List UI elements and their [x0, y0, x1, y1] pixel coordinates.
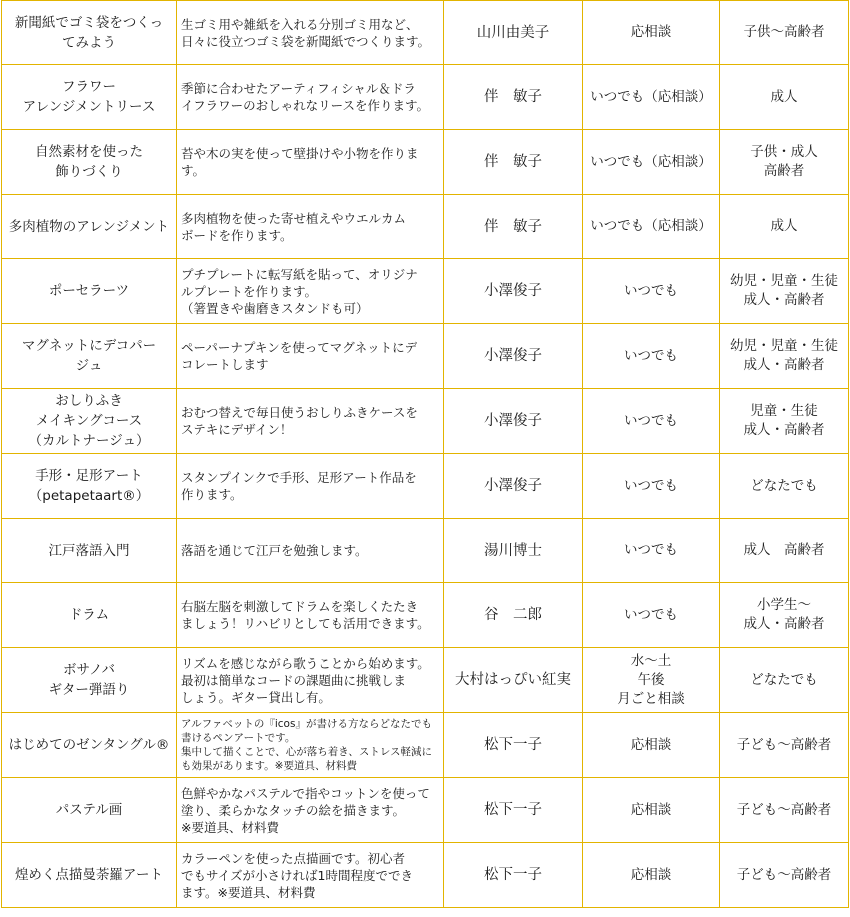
instructor-name: 伴 敏子 — [444, 65, 583, 130]
course-description-line: 多肉植物を使った寄せ植えやウエルカム — [181, 210, 407, 226]
course-table-body — [2, 1, 849, 908]
course-description-line: 塗り、柔らかなタッチの絵を描きます。 — [181, 802, 406, 818]
course-description-line: イフラワーのおしゃれなリースを作ります。 — [181, 98, 430, 113]
course-description — [177, 454, 444, 519]
target-audience-line: 幼児・児童・生徒 — [730, 273, 838, 289]
schedule-line: 応相談 — [630, 801, 672, 818]
course-title-line: 江戸落語入門 — [48, 542, 130, 559]
table-row — [2, 1, 849, 65]
course-title — [2, 713, 177, 778]
target-audience — [720, 713, 849, 778]
schedule — [583, 259, 720, 324]
schedule-line: いつでも — [624, 347, 678, 364]
course-description-line: 作ります。 — [181, 487, 243, 502]
schedule-line: 応相談 — [630, 24, 672, 40]
table-row — [2, 843, 849, 908]
schedule-line: いつでも — [624, 412, 678, 429]
schedule — [583, 324, 720, 389]
course-title-line: ギター弾語り — [48, 682, 130, 698]
target-audience-line: 子供・成人 — [750, 144, 818, 160]
target-audience — [720, 259, 849, 324]
course-description-line: 最初は簡単なコードの課題曲に挑戦しま — [181, 672, 407, 688]
course-title-line: おしりふき — [55, 393, 123, 409]
target-audience-line: 高齢者 — [763, 163, 805, 179]
course-title — [2, 130, 177, 195]
course-description-line: 右脳左脳を刺激してドラムを楽しくたたき — [181, 599, 419, 614]
course-title — [2, 259, 177, 324]
course-description-line: ステキにデザイン！ — [181, 422, 293, 437]
target-audience — [720, 65, 849, 130]
course-description-line: ます。※要道具、材料費 — [181, 884, 316, 900]
target-audience — [720, 843, 849, 908]
instructor-name: 伴 敏子 — [444, 195, 583, 259]
target-audience — [720, 648, 849, 713]
target-audience — [720, 389, 849, 454]
table-row — [2, 713, 849, 778]
course-title-line: 多肉植物のアレンジメント — [8, 218, 170, 235]
course-description-line: も効果があります。※要道具、材料費 — [181, 760, 357, 772]
course-description-line: す。 — [181, 163, 206, 178]
target-audience-line: どなたでも — [750, 477, 818, 494]
instructor-name: 小澤俊子 — [444, 389, 583, 454]
schedule-line: いつでも — [624, 542, 678, 558]
course-description-line: アルファベットの『icos』が書ける方ならどなたでも — [181, 718, 432, 730]
course-description-line: 季節に合わせたアーティフィシャル＆ドラ — [181, 81, 416, 96]
course-title-line: ボサノバ — [63, 662, 115, 678]
schedule — [583, 583, 720, 648]
course-title — [2, 454, 177, 519]
target-audience — [720, 1, 849, 65]
course-description-line: 書けるペンアートです。 — [181, 732, 296, 744]
instructor-name: 松下一子 — [444, 778, 583, 843]
course-description-line: おむつ替えで毎日使うおしりふきケースを — [181, 405, 418, 420]
course-description — [177, 65, 444, 130]
target-audience — [720, 454, 849, 519]
instructor-name: 小澤俊子 — [444, 259, 583, 324]
course-description — [177, 389, 444, 454]
course-description — [177, 583, 444, 648]
target-audience — [720, 778, 849, 843]
target-audience-line: 成人 高齢者 — [743, 542, 825, 558]
target-audience — [720, 130, 849, 195]
course-description-line: コレートします — [181, 357, 269, 372]
schedule-line: 水～土 — [630, 652, 672, 669]
schedule — [583, 65, 720, 130]
instructor-name: 松下一子 — [444, 713, 583, 778]
target-audience-line: 成人・高齢者 — [743, 616, 825, 632]
course-title — [2, 583, 177, 648]
schedule — [583, 130, 720, 195]
course-description-line: ルプレートを作ります。 — [181, 283, 318, 299]
course-description-line: 色鮮やかなパステルで指やコットンを使って — [181, 785, 430, 801]
course-description-line: ペーパーナプキンを使ってマグネットにデ — [181, 340, 418, 355]
instructor-name: 小澤俊子 — [444, 324, 583, 389]
schedule — [583, 519, 720, 583]
table-row — [2, 454, 849, 519]
course-title-line: てみよう — [62, 34, 116, 51]
course-description — [177, 519, 444, 583]
course-description — [177, 324, 444, 389]
course-title-line: 飾りづくり — [55, 164, 123, 180]
target-audience — [720, 519, 849, 583]
target-audience-line: 成人・高齢者 — [743, 422, 825, 438]
course-title — [2, 324, 177, 389]
schedule — [583, 195, 720, 259]
schedule — [583, 778, 720, 843]
course-title-line: ドラム — [68, 607, 110, 623]
course-description — [177, 778, 444, 843]
course-description-line: 集中して描くことで、心が落ち着き、ストレス軽減に — [181, 746, 433, 758]
target-audience-line: 子ども～高齢者 — [736, 736, 832, 753]
schedule-line: 午後 — [637, 671, 665, 688]
course-description-line: リズムを感じながら歌うことから始めます。 — [181, 655, 430, 671]
table-row — [2, 648, 849, 713]
course-title — [2, 519, 177, 583]
course-title — [2, 1, 177, 65]
table-row — [2, 519, 849, 583]
course-description — [177, 843, 444, 908]
course-title — [2, 389, 177, 454]
target-audience-line: 幼児・児童・生徒 — [730, 338, 838, 354]
course-description-line: でもサイズが小さければ1時間程度ででき — [181, 867, 413, 883]
course-description-line: ボードを作ります。 — [181, 227, 293, 243]
target-audience-line: 成人・高齢者 — [743, 357, 825, 373]
instructor-name: 山川由美子 — [444, 1, 583, 65]
table-row — [2, 195, 849, 259]
course-description-line: プチプレートに転写紙を貼って、オリジナ — [181, 266, 418, 282]
course-description-line: カラーペンを使った点描画です。初心者 — [181, 850, 406, 866]
table-row — [2, 324, 849, 389]
course-description — [177, 648, 444, 713]
schedule-line: いつでも — [624, 282, 678, 299]
schedule-line: いつでも（応相談） — [590, 88, 712, 105]
course-description — [177, 259, 444, 324]
course-description-line: ましょう！リハビリとしても活用できます。 — [181, 616, 430, 631]
course-title — [2, 195, 177, 259]
table-row — [2, 130, 849, 195]
schedule-line: いつでも（応相談） — [590, 153, 712, 170]
course-description — [177, 1, 444, 65]
course-title-line: 新聞紙でゴミ袋をつくっ — [14, 14, 164, 31]
course-description — [177, 713, 444, 778]
course-title-line: アレンジメントリース — [22, 99, 156, 115]
course-title-line: フラワー — [62, 79, 116, 95]
course-title — [2, 843, 177, 908]
table-row — [2, 259, 849, 324]
course-title-line: 自然素材を使った — [35, 144, 143, 160]
table-row — [2, 778, 849, 843]
schedule — [583, 713, 720, 778]
course-title-line: ジュ — [75, 358, 103, 374]
course-description-line: 苔や木の実を使って壁掛けや小物を作りま — [181, 146, 419, 161]
target-audience — [720, 583, 849, 648]
course-description — [177, 195, 444, 259]
course-description-line: しょう。ギター貸出し有。 — [181, 689, 331, 705]
course-title-line: 煌めく点描曼荼羅アート — [14, 867, 164, 883]
instructor-name: 大村はっぴい紅実 — [444, 648, 583, 713]
schedule — [583, 648, 720, 713]
course-description-line: ※要道具、材料費 — [181, 819, 279, 835]
course-description — [177, 130, 444, 195]
course-title-line: はじめてのゼンタングル® — [8, 737, 170, 753]
schedule-line: いつでも — [624, 477, 678, 494]
instructor-name: 湯川博士 — [444, 519, 583, 583]
instructor-name: 伴 敏子 — [444, 130, 583, 195]
course-title-line: ポーセラーツ — [48, 283, 130, 299]
instructor-name: 谷 二郎 — [444, 583, 583, 648]
target-audience-line: 子供～高齢者 — [743, 24, 825, 40]
table-row — [2, 389, 849, 454]
target-audience-line: 児童・生徒 — [750, 403, 818, 419]
schedule-line: 応相談 — [630, 866, 672, 883]
course-description-line: スタンプインクで手形、足形アート作品を — [181, 470, 417, 485]
schedule-line: いつでも — [624, 606, 678, 623]
schedule — [583, 454, 720, 519]
target-audience-line: 子ども～高齢者 — [736, 866, 832, 883]
target-audience — [720, 324, 849, 389]
course-description-line: 生ゴミ用や雑紙を入れる分別ゴミ用など、 — [181, 16, 419, 32]
target-audience-line: 成人 — [770, 88, 798, 105]
schedule-line: 応相談 — [630, 736, 672, 753]
course-title — [2, 648, 177, 713]
schedule — [583, 389, 720, 454]
course-description-line: （箸置きや歯磨きスタンドも可） — [181, 300, 369, 316]
course-description-line: 落語を通じて江戸を勉強します。 — [181, 543, 368, 558]
schedule — [583, 1, 720, 65]
instructor-name: 松下一子 — [444, 843, 583, 908]
target-audience — [720, 195, 849, 259]
course-title-line: マグネットにデコパー — [21, 338, 157, 354]
schedule-line: 月ごと相談 — [617, 690, 685, 707]
target-audience-line: 成人 — [770, 218, 798, 234]
target-audience-line: 成人・高齢者 — [743, 292, 825, 308]
schedule-line: いつでも（応相談） — [590, 218, 712, 234]
target-audience-line: 小学生～ — [757, 597, 811, 613]
instructor-name: 小澤俊子 — [444, 454, 583, 519]
course-table — [1, 0, 849, 908]
course-title-line: メイキングコース — [35, 413, 143, 429]
target-audience-line: 子ども～高齢者 — [736, 801, 832, 818]
course-title — [2, 778, 177, 843]
course-title-line: パステル画 — [55, 802, 123, 818]
schedule — [583, 843, 720, 908]
target-audience-line: どなたでも — [750, 671, 818, 688]
table-row — [2, 65, 849, 130]
course-title-line: 手形・足形アート — [35, 468, 143, 484]
course-description-line: 日々に役立つゴミ袋を新聞紙でつくります。 — [181, 33, 431, 49]
course-title-line: （petapetaart®） — [28, 488, 150, 504]
course-title — [2, 65, 177, 130]
course-title-line: （カルトナージュ） — [28, 433, 150, 449]
table-row — [2, 583, 849, 648]
